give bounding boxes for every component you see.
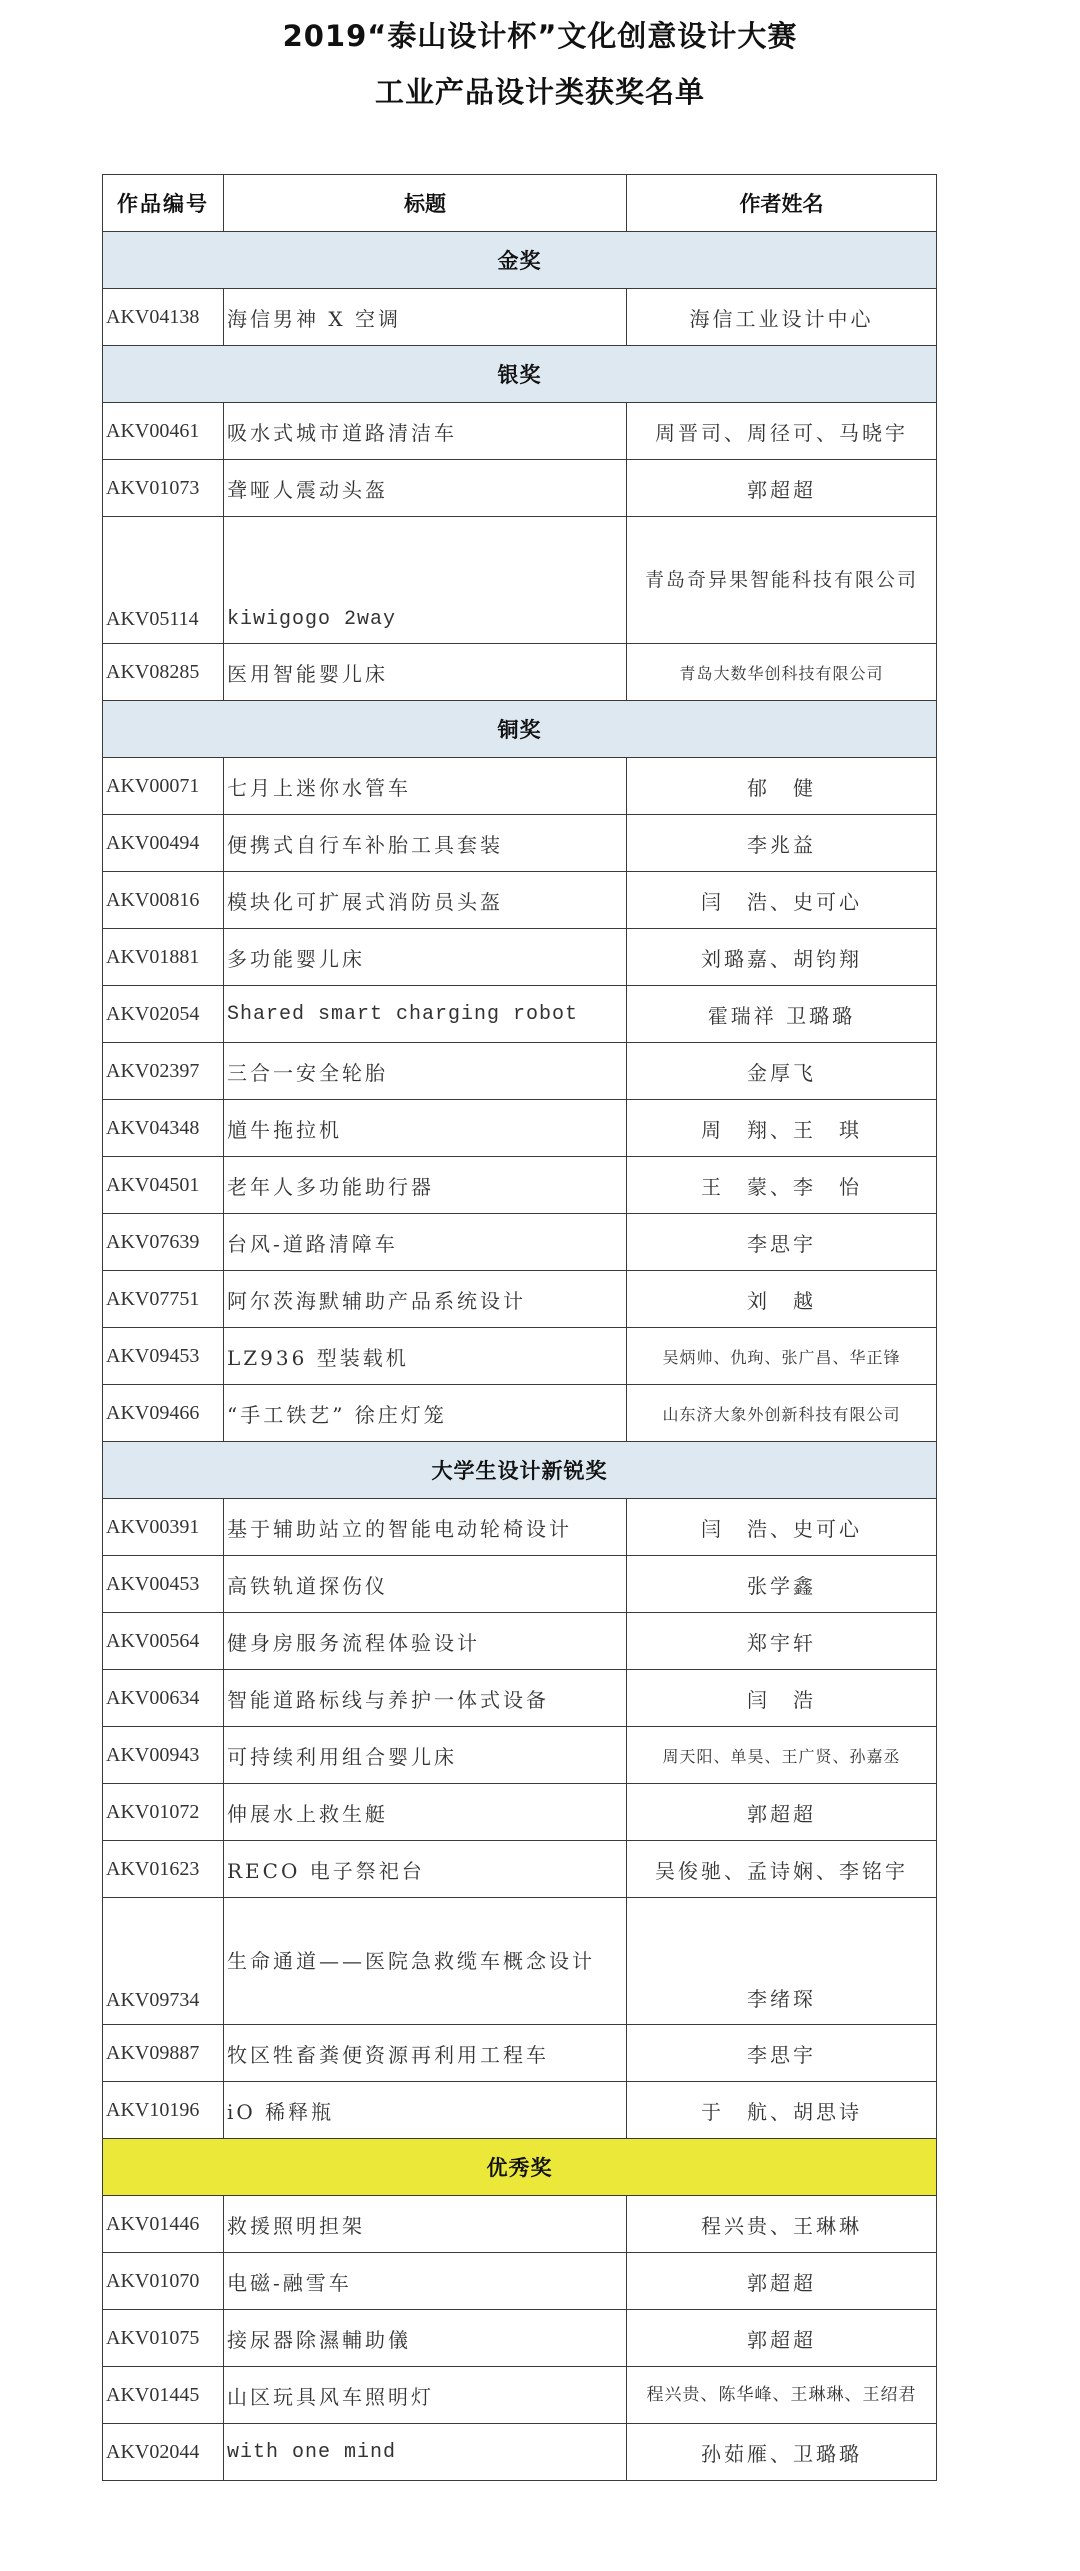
- entry-author: 闫 浩、史可心: [627, 872, 937, 929]
- entry-author: 郭超超: [627, 2310, 937, 2367]
- table-row: [103, 2196, 937, 2253]
- table-row: [103, 644, 937, 701]
- entry-id: AKV09887: [103, 2025, 224, 2082]
- table-row: [103, 815, 937, 872]
- entry-id: AKV00634: [103, 1670, 224, 1727]
- entry-id: AKV01446: [103, 2196, 224, 2253]
- entry-id: AKV00071: [103, 758, 224, 815]
- entry-author: 闫 浩、史可心: [627, 1499, 937, 1556]
- entry-title: 聋哑人震动头盔: [224, 460, 627, 517]
- entry-id: AKV02054: [103, 986, 224, 1043]
- table-row: [103, 1100, 937, 1157]
- entry-author: 青岛大数华创科技有限公司: [627, 644, 937, 701]
- entry-id: AKV02397: [103, 1043, 224, 1100]
- entry-author: 郭超超: [627, 1784, 937, 1841]
- entry-id: AKV05114: [103, 517, 224, 644]
- table-row: [103, 1328, 937, 1385]
- table-row: [103, 1898, 937, 2025]
- entry-title: 便携式自行车补胎工具套装: [224, 815, 627, 872]
- table-row: [103, 872, 937, 929]
- entry-id: AKV09734: [103, 1898, 224, 2025]
- entry-id: AKV00461: [103, 403, 224, 460]
- entry-id: AKV04348: [103, 1100, 224, 1157]
- entry-author: 张学鑫: [627, 1556, 937, 1613]
- column-header-id: 作品编号: [103, 175, 224, 232]
- table-row: [103, 1670, 937, 1727]
- table-row: [103, 2253, 937, 2310]
- entry-author: 李思宇: [627, 1214, 937, 1271]
- entry-title: 牧区牲畜粪便资源再利用工程车: [224, 2025, 627, 2082]
- section-band-silver: [103, 346, 937, 403]
- table-row: [103, 986, 937, 1043]
- entry-title: 健身房服务流程体验设计: [224, 1613, 627, 1670]
- entry-title: 生命通道——医院急救缆车概念设计: [224, 1898, 627, 2025]
- entry-author: 海信工业设计中心: [627, 289, 937, 346]
- entry-author: 李绪琛: [627, 1898, 937, 2025]
- entry-title: 救援照明担架: [224, 2196, 627, 2253]
- entry-author: 李兆益: [627, 815, 937, 872]
- entry-title: LZ936 型装载机: [224, 1328, 627, 1385]
- entry-title: 老年人多功能助行器: [224, 1157, 627, 1214]
- entry-id: AKV00494: [103, 815, 224, 872]
- entry-title: iO 稀释瓶: [224, 2082, 627, 2139]
- column-header-title: 标题: [224, 175, 627, 232]
- table-row: [103, 929, 937, 986]
- entry-author: 李思宇: [627, 2025, 937, 2082]
- section-band-bronze: [103, 701, 937, 758]
- entry-id: AKV02044: [103, 2424, 224, 2481]
- entry-title: Shared smart charging robot: [224, 986, 627, 1043]
- entry-author: 刘 越: [627, 1271, 937, 1328]
- table-row: [103, 2367, 937, 2424]
- section-label: 大学生设计新锐奖: [103, 1442, 937, 1499]
- entry-title: 山区玩具风车照明灯: [224, 2367, 627, 2424]
- entry-author: 山东济大象外创新科技有限公司: [627, 1385, 937, 1442]
- entry-title: with one mind: [224, 2424, 627, 2481]
- table-row: [103, 517, 937, 644]
- entry-id: AKV00943: [103, 1727, 224, 1784]
- entry-id: AKV09466: [103, 1385, 224, 1442]
- section-label: 铜奖: [103, 701, 937, 758]
- entry-id: AKV01072: [103, 1784, 224, 1841]
- table-row: [103, 758, 937, 815]
- entry-id: AKV01075: [103, 2310, 224, 2367]
- entry-id: AKV01881: [103, 929, 224, 986]
- entry-id: AKV07639: [103, 1214, 224, 1271]
- entry-id: AKV01070: [103, 2253, 224, 2310]
- entry-title: 阿尔茨海默辅助产品系统设计: [224, 1271, 627, 1328]
- entry-author: 郭超超: [627, 460, 937, 517]
- entry-title: 吸水式城市道路清洁车: [224, 403, 627, 460]
- entry-id: AKV09453: [103, 1328, 224, 1385]
- column-header-author: 作者姓名: [627, 175, 937, 232]
- entry-title: 海信男神 X 空调: [224, 289, 627, 346]
- entry-author: 金厚飞: [627, 1043, 937, 1100]
- entry-title: 伸展水上救生艇: [224, 1784, 627, 1841]
- entry-author: 吴炳帅、仇珣、张广昌、华正锋: [627, 1328, 937, 1385]
- entry-author: 吴俊驰、孟诗娴、李铭宇: [627, 1841, 937, 1898]
- entry-title: 模块化可扩展式消防员头盔: [224, 872, 627, 929]
- entry-id: AKV10196: [103, 2082, 224, 2139]
- entry-id: AKV00564: [103, 1613, 224, 1670]
- section-label: 银奖: [103, 346, 937, 403]
- entry-title: 电磁-融雪车: [224, 2253, 627, 2310]
- entry-author: 郁 健: [627, 758, 937, 815]
- document-subtitle: 工业产品设计类获奖名单: [374, 75, 705, 109]
- table-row: [103, 1214, 937, 1271]
- table-row: [103, 1784, 937, 1841]
- entry-title: 馗牛拖拉机: [224, 1100, 627, 1157]
- entry-title: “手工铁艺” 徐庄灯笼: [224, 1385, 627, 1442]
- entry-title: 多功能婴儿床: [224, 929, 627, 986]
- entry-title: 台风-道路清障车: [224, 1214, 627, 1271]
- awards-table: [102, 174, 937, 2481]
- entry-title: 智能道路标线与养护一体式设备: [224, 1670, 627, 1727]
- document-title: 2019“泰山设计杯”文化创意设计大赛: [282, 19, 798, 53]
- table-row: [103, 1043, 937, 1100]
- entry-author: 于 航、胡思诗: [627, 2082, 937, 2139]
- entry-title: 可持续利用组合婴儿床: [224, 1727, 627, 1784]
- table-row: [103, 2424, 937, 2481]
- table-row: [103, 289, 937, 346]
- entry-title: 医用智能婴儿床: [224, 644, 627, 701]
- table-row: [103, 1157, 937, 1214]
- entry-title: 接尿器除濕輔助儀: [224, 2310, 627, 2367]
- table-row: [103, 2082, 937, 2139]
- table-row: [103, 460, 937, 517]
- entry-title: 高铁轨道探伤仪: [224, 1556, 627, 1613]
- table-row: [103, 1727, 937, 1784]
- table-row: [103, 2310, 937, 2367]
- entry-author: 闫 浩: [627, 1670, 937, 1727]
- table-row: [103, 1271, 937, 1328]
- table-row: [103, 1841, 937, 1898]
- entry-author: 程兴贵、陈华峰、王琳琳、王绍君: [627, 2367, 937, 2424]
- entry-title: 基于辅助站立的智能电动轮椅设计: [224, 1499, 627, 1556]
- entry-author: 郑宇轩: [627, 1613, 937, 1670]
- section-band-excellent: [103, 2139, 937, 2196]
- entry-id: AKV08285: [103, 644, 224, 701]
- entry-author: 刘璐嘉、胡钧翔: [627, 929, 937, 986]
- entry-id: AKV04138: [103, 289, 224, 346]
- table-row: [103, 1385, 937, 1442]
- table-row: [103, 1499, 937, 1556]
- table-row: [103, 403, 937, 460]
- entry-author: 青岛奇异果智能科技有限公司: [627, 517, 937, 644]
- table-row: [103, 1613, 937, 1670]
- entry-author: 周天阳、单昊、王广贤、孙嘉丞: [627, 1727, 937, 1784]
- entry-id: AKV01623: [103, 1841, 224, 1898]
- entry-id: AKV00391: [103, 1499, 224, 1556]
- section-label: 金奖: [103, 232, 937, 289]
- entry-author: 周 翔、王 琪: [627, 1100, 937, 1157]
- entry-id: AKV00816: [103, 872, 224, 929]
- entry-author: 王 蒙、李 怡: [627, 1157, 937, 1214]
- entry-title: 七月上迷你水管车: [224, 758, 627, 815]
- entry-title: RECO 电子祭祀台: [224, 1841, 627, 1898]
- section-band-student: [103, 1442, 937, 1499]
- entry-id: AKV01073: [103, 460, 224, 517]
- entry-author: 霍瑞祥 卫璐璐: [627, 986, 937, 1043]
- entry-title: 三合一安全轮胎: [224, 1043, 627, 1100]
- table-row: [103, 1556, 937, 1613]
- section-band-gold: [103, 232, 937, 289]
- table-header-row: [103, 175, 937, 232]
- section-label: 优秀奖: [103, 2139, 937, 2196]
- entry-author: 郭超超: [627, 2253, 937, 2310]
- table-row: [103, 2025, 937, 2082]
- entry-author: 孙茹雁、卫璐璐: [627, 2424, 937, 2481]
- entry-author: 程兴贵、王琳琳: [627, 2196, 937, 2253]
- entry-id: AKV00453: [103, 1556, 224, 1613]
- entry-id: AKV07751: [103, 1271, 224, 1328]
- entry-title: kiwigogo 2way: [224, 517, 627, 644]
- entry-id: AKV01445: [103, 2367, 224, 2424]
- entry-id: AKV04501: [103, 1157, 224, 1214]
- entry-author: 周晋司、周径可、马晓宇: [627, 403, 937, 460]
